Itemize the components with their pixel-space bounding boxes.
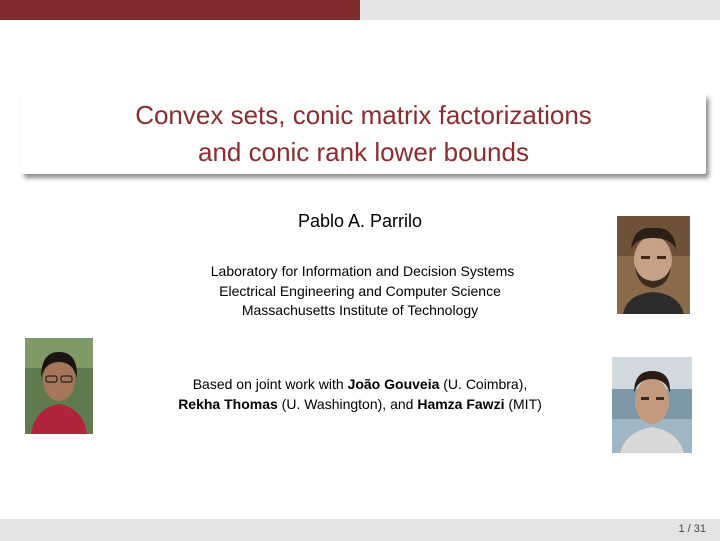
- affiliation-line: Electrical Engineering and Computer Science: [219, 282, 501, 299]
- affiliation-block: [150, 262, 570, 321]
- slide-title-line-2: and conic rank lower bounds: [198, 137, 529, 167]
- collaborator-affiliation: (U. Washington), and: [277, 396, 418, 412]
- collaborator-name: Hamza Fawzi: [417, 396, 505, 412]
- collaborators-note: [120, 374, 600, 414]
- header-bar-left: [0, 0, 360, 20]
- photo-collaborator-gouveia: [617, 216, 690, 314]
- collaborator-name: Rekha Thomas: [178, 396, 278, 412]
- collaborator-affiliation: (U. Coimbra),: [439, 376, 528, 392]
- footer-bar: [0, 519, 720, 541]
- header-bar-right: [360, 0, 720, 20]
- title-box: [21, 94, 706, 174]
- header-progress-bar: [0, 0, 720, 20]
- collaborator-affiliation: (MIT): [504, 396, 542, 412]
- photo-collaborator-fawzi: [612, 357, 692, 453]
- slide-title-line-1: Convex sets, conic matrix factorizations: [135, 100, 592, 130]
- page-number: 1 / 31: [678, 523, 706, 535]
- collaborator-name: João Gouveia: [347, 376, 440, 392]
- author-name: Pablo A. Parrilo: [297, 211, 423, 231]
- photo-collaborator-thomas: [25, 338, 93, 434]
- collab-prefix: Based on joint work with: [192, 376, 348, 392]
- affiliation-line: Laboratory for Information and Decision Systems: [210, 263, 515, 279]
- affiliation-line: Massachusetts Institute of Technology: [241, 302, 479, 318]
